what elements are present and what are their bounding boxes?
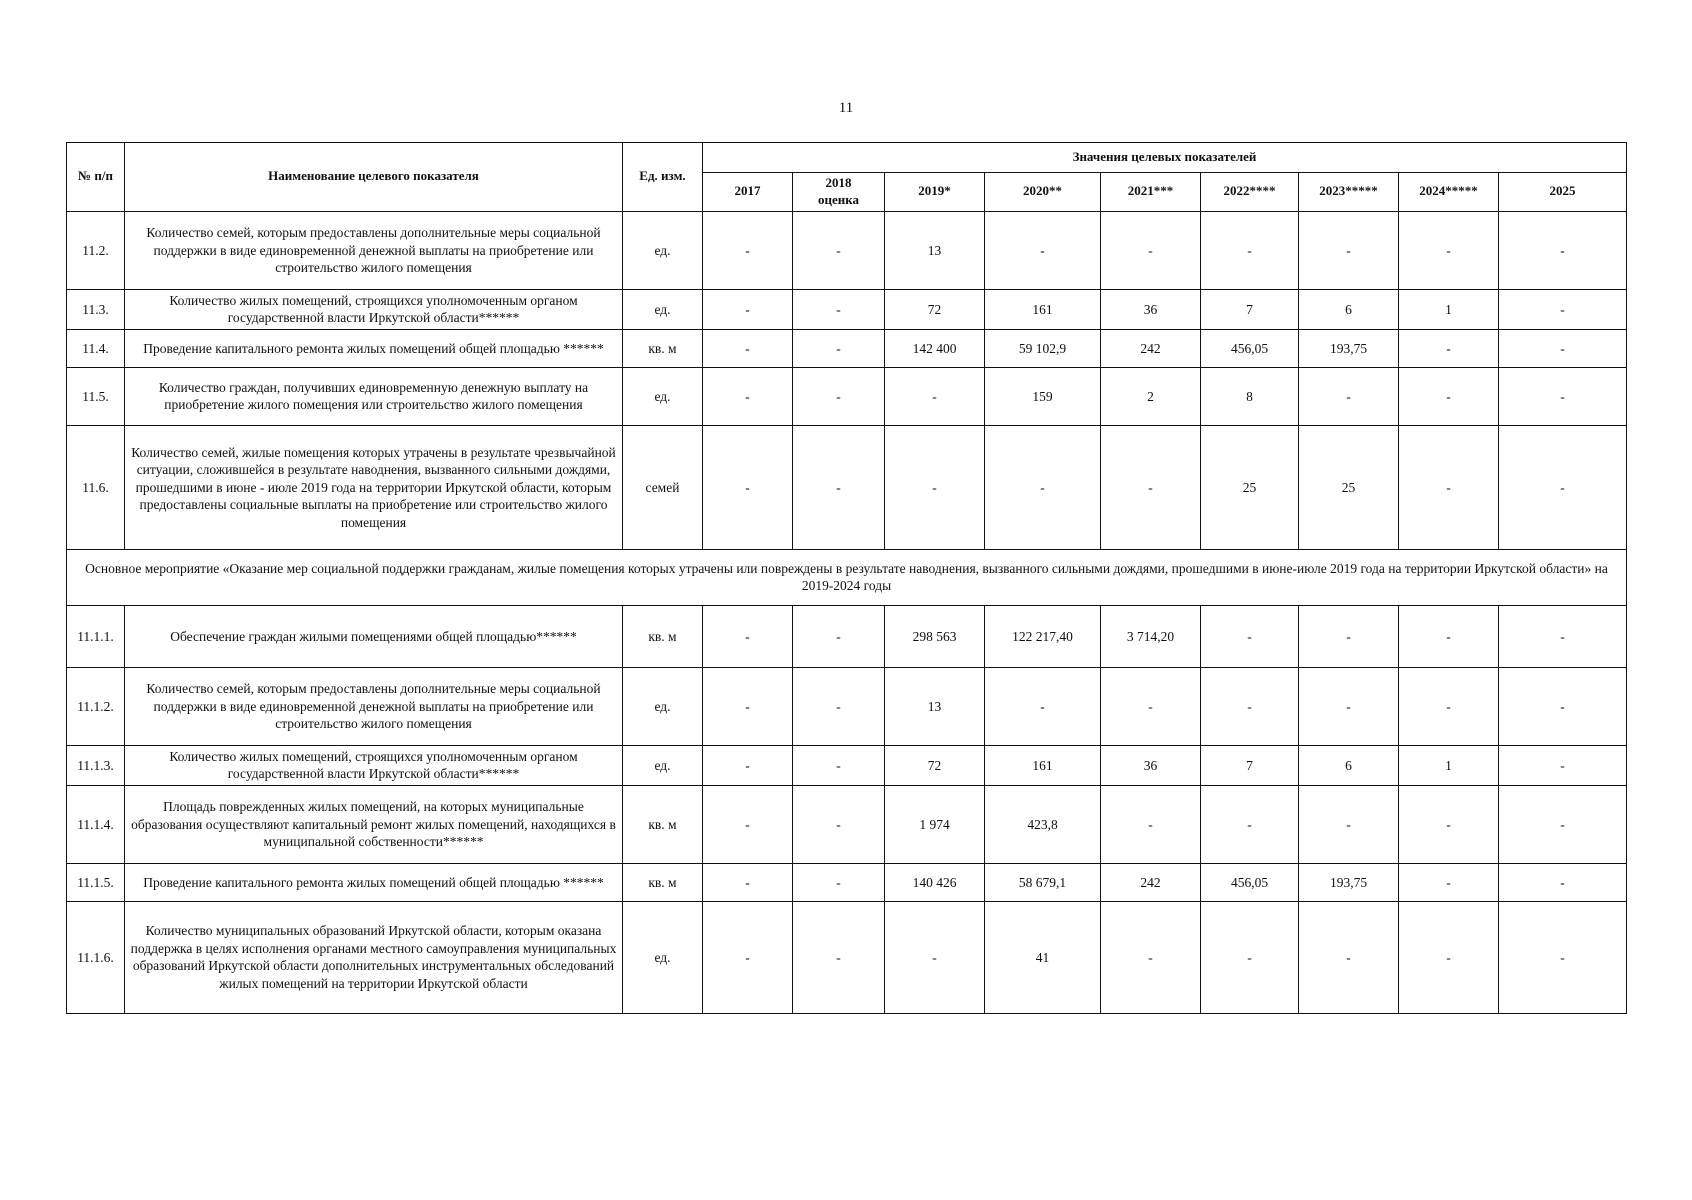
row-value: 36 xyxy=(1101,745,1201,785)
header-year: 2020** xyxy=(985,173,1101,212)
row-unit: ед. xyxy=(623,901,703,1013)
row-value: - xyxy=(703,901,793,1013)
row-value: - xyxy=(885,367,985,425)
row-value: 242 xyxy=(1101,329,1201,367)
row-value: - xyxy=(1499,211,1627,289)
row-value: - xyxy=(1201,605,1299,667)
row-value: - xyxy=(885,425,985,549)
table-row xyxy=(67,605,1627,667)
row-value: - xyxy=(793,605,885,667)
row-value: 1 xyxy=(1399,745,1499,785)
row-value: 25 xyxy=(1299,425,1399,549)
row-value: 159 xyxy=(985,367,1101,425)
row-value: - xyxy=(793,425,885,549)
table-row xyxy=(67,901,1627,1013)
row-value: - xyxy=(703,605,793,667)
indicators-table xyxy=(66,142,1627,1014)
row-value: 142 400 xyxy=(885,329,985,367)
row-value: - xyxy=(1299,667,1399,745)
row-value: 41 xyxy=(985,901,1101,1013)
row-value: 456,05 xyxy=(1201,863,1299,901)
row-value: 25 xyxy=(1201,425,1299,549)
row-name: Количество граждан, получивших единовременную денежную выплату на приобретение жилого помещения или строительство жилого помещения xyxy=(125,367,623,425)
row-value: - xyxy=(1399,367,1499,425)
row-num: 11.6. xyxy=(67,425,125,549)
row-value: - xyxy=(1201,901,1299,1013)
header-num: № п/п xyxy=(67,143,125,212)
header-unit: Ед. изм. xyxy=(623,143,703,212)
section-row xyxy=(67,549,1627,605)
row-name: Количество семей, жилые помещения которых утрачены в результате чрезвычайной ситуации, сложившейся в результате наводнения, вызванного сильными дождями, прошедшими в июне - июле 2019 года на территории Иркутской области, которым предоставлены социальные выплаты на приобретение или строительство жилого помещения xyxy=(125,425,623,549)
row-value: - xyxy=(985,667,1101,745)
table-row xyxy=(67,863,1627,901)
header-year: 2017 xyxy=(703,173,793,212)
row-unit: ед. xyxy=(623,211,703,289)
row-num: 11.2. xyxy=(67,211,125,289)
table-row xyxy=(67,329,1627,367)
row-value: - xyxy=(1399,901,1499,1013)
row-value: 59 102,9 xyxy=(985,329,1101,367)
row-value: - xyxy=(1499,901,1627,1013)
row-value: - xyxy=(703,367,793,425)
table-row xyxy=(67,367,1627,425)
row-value: - xyxy=(1499,367,1627,425)
row-value: 298 563 xyxy=(885,605,985,667)
row-value: 13 xyxy=(885,211,985,289)
row-value: 1 974 xyxy=(885,785,985,863)
table-row xyxy=(67,425,1627,549)
row-value: 122 217,40 xyxy=(985,605,1101,667)
row-num: 11.1.3. xyxy=(67,745,125,785)
header-year: 2018 xyxy=(825,175,852,190)
row-value: - xyxy=(703,211,793,289)
page-number: 11 xyxy=(838,100,854,116)
header-year: 2023***** xyxy=(1299,173,1399,212)
row-name: Проведение капитального ремонта жилых помещений общей площадью ****** xyxy=(125,863,623,901)
row-unit: ед. xyxy=(623,367,703,425)
row-value: - xyxy=(1101,901,1201,1013)
row-unit: кв. м xyxy=(623,785,703,863)
section-title: Основное мероприятие «Оказание мер социальной поддержки гражданам, жилые помещения которых утрачены или повреждены в результате наводнения, вызванного сильными дождями, прошедшими в июне-июле 2019 года на территории Иркутской области» на 2019-2024 годы xyxy=(67,549,1627,605)
row-value: - xyxy=(703,289,793,329)
row-name: Количество жилых помещений, строящихся уполномоченным органом государственной власти Иркутской области****** xyxy=(125,745,623,785)
row-value: - xyxy=(1299,901,1399,1013)
row-value: - xyxy=(1499,745,1627,785)
row-value: 72 xyxy=(885,289,985,329)
row-value: 193,75 xyxy=(1299,863,1399,901)
row-value: - xyxy=(703,329,793,367)
row-value: - xyxy=(885,901,985,1013)
row-value: 161 xyxy=(985,745,1101,785)
row-unit: кв. м xyxy=(623,863,703,901)
header-year-sub: оценка xyxy=(817,191,860,207)
row-value: 8 xyxy=(1201,367,1299,425)
row-num: 11.1.4. xyxy=(67,785,125,863)
row-value: - xyxy=(1499,425,1627,549)
row-value: - xyxy=(793,367,885,425)
row-value: - xyxy=(1399,863,1499,901)
row-value: - xyxy=(1499,667,1627,745)
row-value: - xyxy=(1399,605,1499,667)
row-value: 58 679,1 xyxy=(985,863,1101,901)
row-value: - xyxy=(703,863,793,901)
row-unit: кв. м xyxy=(623,329,703,367)
row-value: 13 xyxy=(885,667,985,745)
row-value: - xyxy=(1499,289,1627,329)
row-value: - xyxy=(1499,329,1627,367)
row-value: - xyxy=(703,667,793,745)
row-value: 456,05 xyxy=(1201,329,1299,367)
row-name: Количество семей, которым предоставлены дополнительные меры социальной поддержки в виде единовременной денежной выплаты на приобретение или строительство жилого помещения xyxy=(125,667,623,745)
row-value: - xyxy=(703,785,793,863)
row-unit: семей xyxy=(623,425,703,549)
row-name: Количество жилых помещений, строящихся уполномоченным органом государственной власти Иркутской области****** xyxy=(125,289,623,329)
row-value: - xyxy=(793,745,885,785)
header-year: 2022**** xyxy=(1201,173,1299,212)
row-value: 3 714,20 xyxy=(1101,605,1201,667)
row-value: 193,75 xyxy=(1299,329,1399,367)
row-value: - xyxy=(793,863,885,901)
row-value: - xyxy=(793,785,885,863)
row-num: 11.1.2. xyxy=(67,667,125,745)
row-value: - xyxy=(1399,211,1499,289)
row-unit: ед. xyxy=(623,667,703,745)
row-unit: ед. xyxy=(623,289,703,329)
row-name: Обеспечение граждан жилыми помещениями общей площадью****** xyxy=(125,605,623,667)
header-name: Наименование целевого показателя xyxy=(125,143,623,212)
header-year-2018 xyxy=(793,173,885,212)
row-unit: ед. xyxy=(623,745,703,785)
row-value: - xyxy=(1499,605,1627,667)
row-num: 11.1.6. xyxy=(67,901,125,1013)
row-value: - xyxy=(1201,211,1299,289)
row-value: - xyxy=(1101,785,1201,863)
row-value: 140 426 xyxy=(885,863,985,901)
row-value: - xyxy=(793,667,885,745)
row-value: - xyxy=(985,211,1101,289)
table-row xyxy=(67,667,1627,745)
row-value: 161 xyxy=(985,289,1101,329)
row-num: 11.5. xyxy=(67,367,125,425)
row-value: - xyxy=(793,329,885,367)
row-value: 1 xyxy=(1399,289,1499,329)
header-year: 2021*** xyxy=(1101,173,1201,212)
row-value: - xyxy=(1499,785,1627,863)
table-header xyxy=(67,143,1627,212)
row-value: 72 xyxy=(885,745,985,785)
row-value: - xyxy=(1299,367,1399,425)
table-row xyxy=(67,745,1627,785)
row-value: 6 xyxy=(1299,745,1399,785)
row-value: - xyxy=(985,425,1101,549)
row-name: Количество муниципальных образований Иркутской области, которым оказана поддержка в целях исполнения органами местного самоуправления муниципальных образований Иркутской области дополнительных инструментальных обследований жилых помещений на территории Иркутской области xyxy=(125,901,623,1013)
row-num: 11.1.5. xyxy=(67,863,125,901)
row-value: - xyxy=(703,745,793,785)
row-value: - xyxy=(793,289,885,329)
row-name: Площадь поврежденных жилых помещений, на которых муниципальные образования осуществляют капитальный ремонт жилых помещений, находящихся в муниципальной собственности****** xyxy=(125,785,623,863)
table-row xyxy=(67,785,1627,863)
header-values-group: Значения целевых показателей xyxy=(703,143,1627,173)
row-value: - xyxy=(793,211,885,289)
row-value: 423,8 xyxy=(985,785,1101,863)
row-value: - xyxy=(1299,605,1399,667)
row-name: Проведение капитального ремонта жилых помещений общей площадью ****** xyxy=(125,329,623,367)
header-year: 2019* xyxy=(885,173,985,212)
table-row xyxy=(67,289,1627,329)
row-value: 242 xyxy=(1101,863,1201,901)
header-year: 2025 xyxy=(1499,173,1627,212)
row-value: - xyxy=(1201,667,1299,745)
row-value: - xyxy=(1299,211,1399,289)
row-value: - xyxy=(1399,329,1499,367)
row-value: - xyxy=(1201,785,1299,863)
row-value: 2 xyxy=(1101,367,1201,425)
row-value: 6 xyxy=(1299,289,1399,329)
row-value: 7 xyxy=(1201,289,1299,329)
row-value: - xyxy=(1101,211,1201,289)
row-value: - xyxy=(1499,863,1627,901)
row-value: 36 xyxy=(1101,289,1201,329)
row-value: - xyxy=(1101,425,1201,549)
row-value: - xyxy=(1299,785,1399,863)
header-year: 2024***** xyxy=(1399,173,1499,212)
row-value: - xyxy=(703,425,793,549)
row-value: - xyxy=(1399,785,1499,863)
row-num: 11.4. xyxy=(67,329,125,367)
table-body xyxy=(67,211,1627,1013)
table-row xyxy=(67,211,1627,289)
row-num: 11.3. xyxy=(67,289,125,329)
row-unit: кв. м xyxy=(623,605,703,667)
row-value: - xyxy=(1399,667,1499,745)
row-value: 7 xyxy=(1201,745,1299,785)
row-value: - xyxy=(1101,667,1201,745)
row-value: - xyxy=(793,901,885,1013)
row-name: Количество семей, которым предоставлены дополнительные меры социальной поддержки в виде единовременной денежной выплаты на приобретение или строительство жилого помещения xyxy=(125,211,623,289)
row-num: 11.1.1. xyxy=(67,605,125,667)
row-value: - xyxy=(1399,425,1499,549)
